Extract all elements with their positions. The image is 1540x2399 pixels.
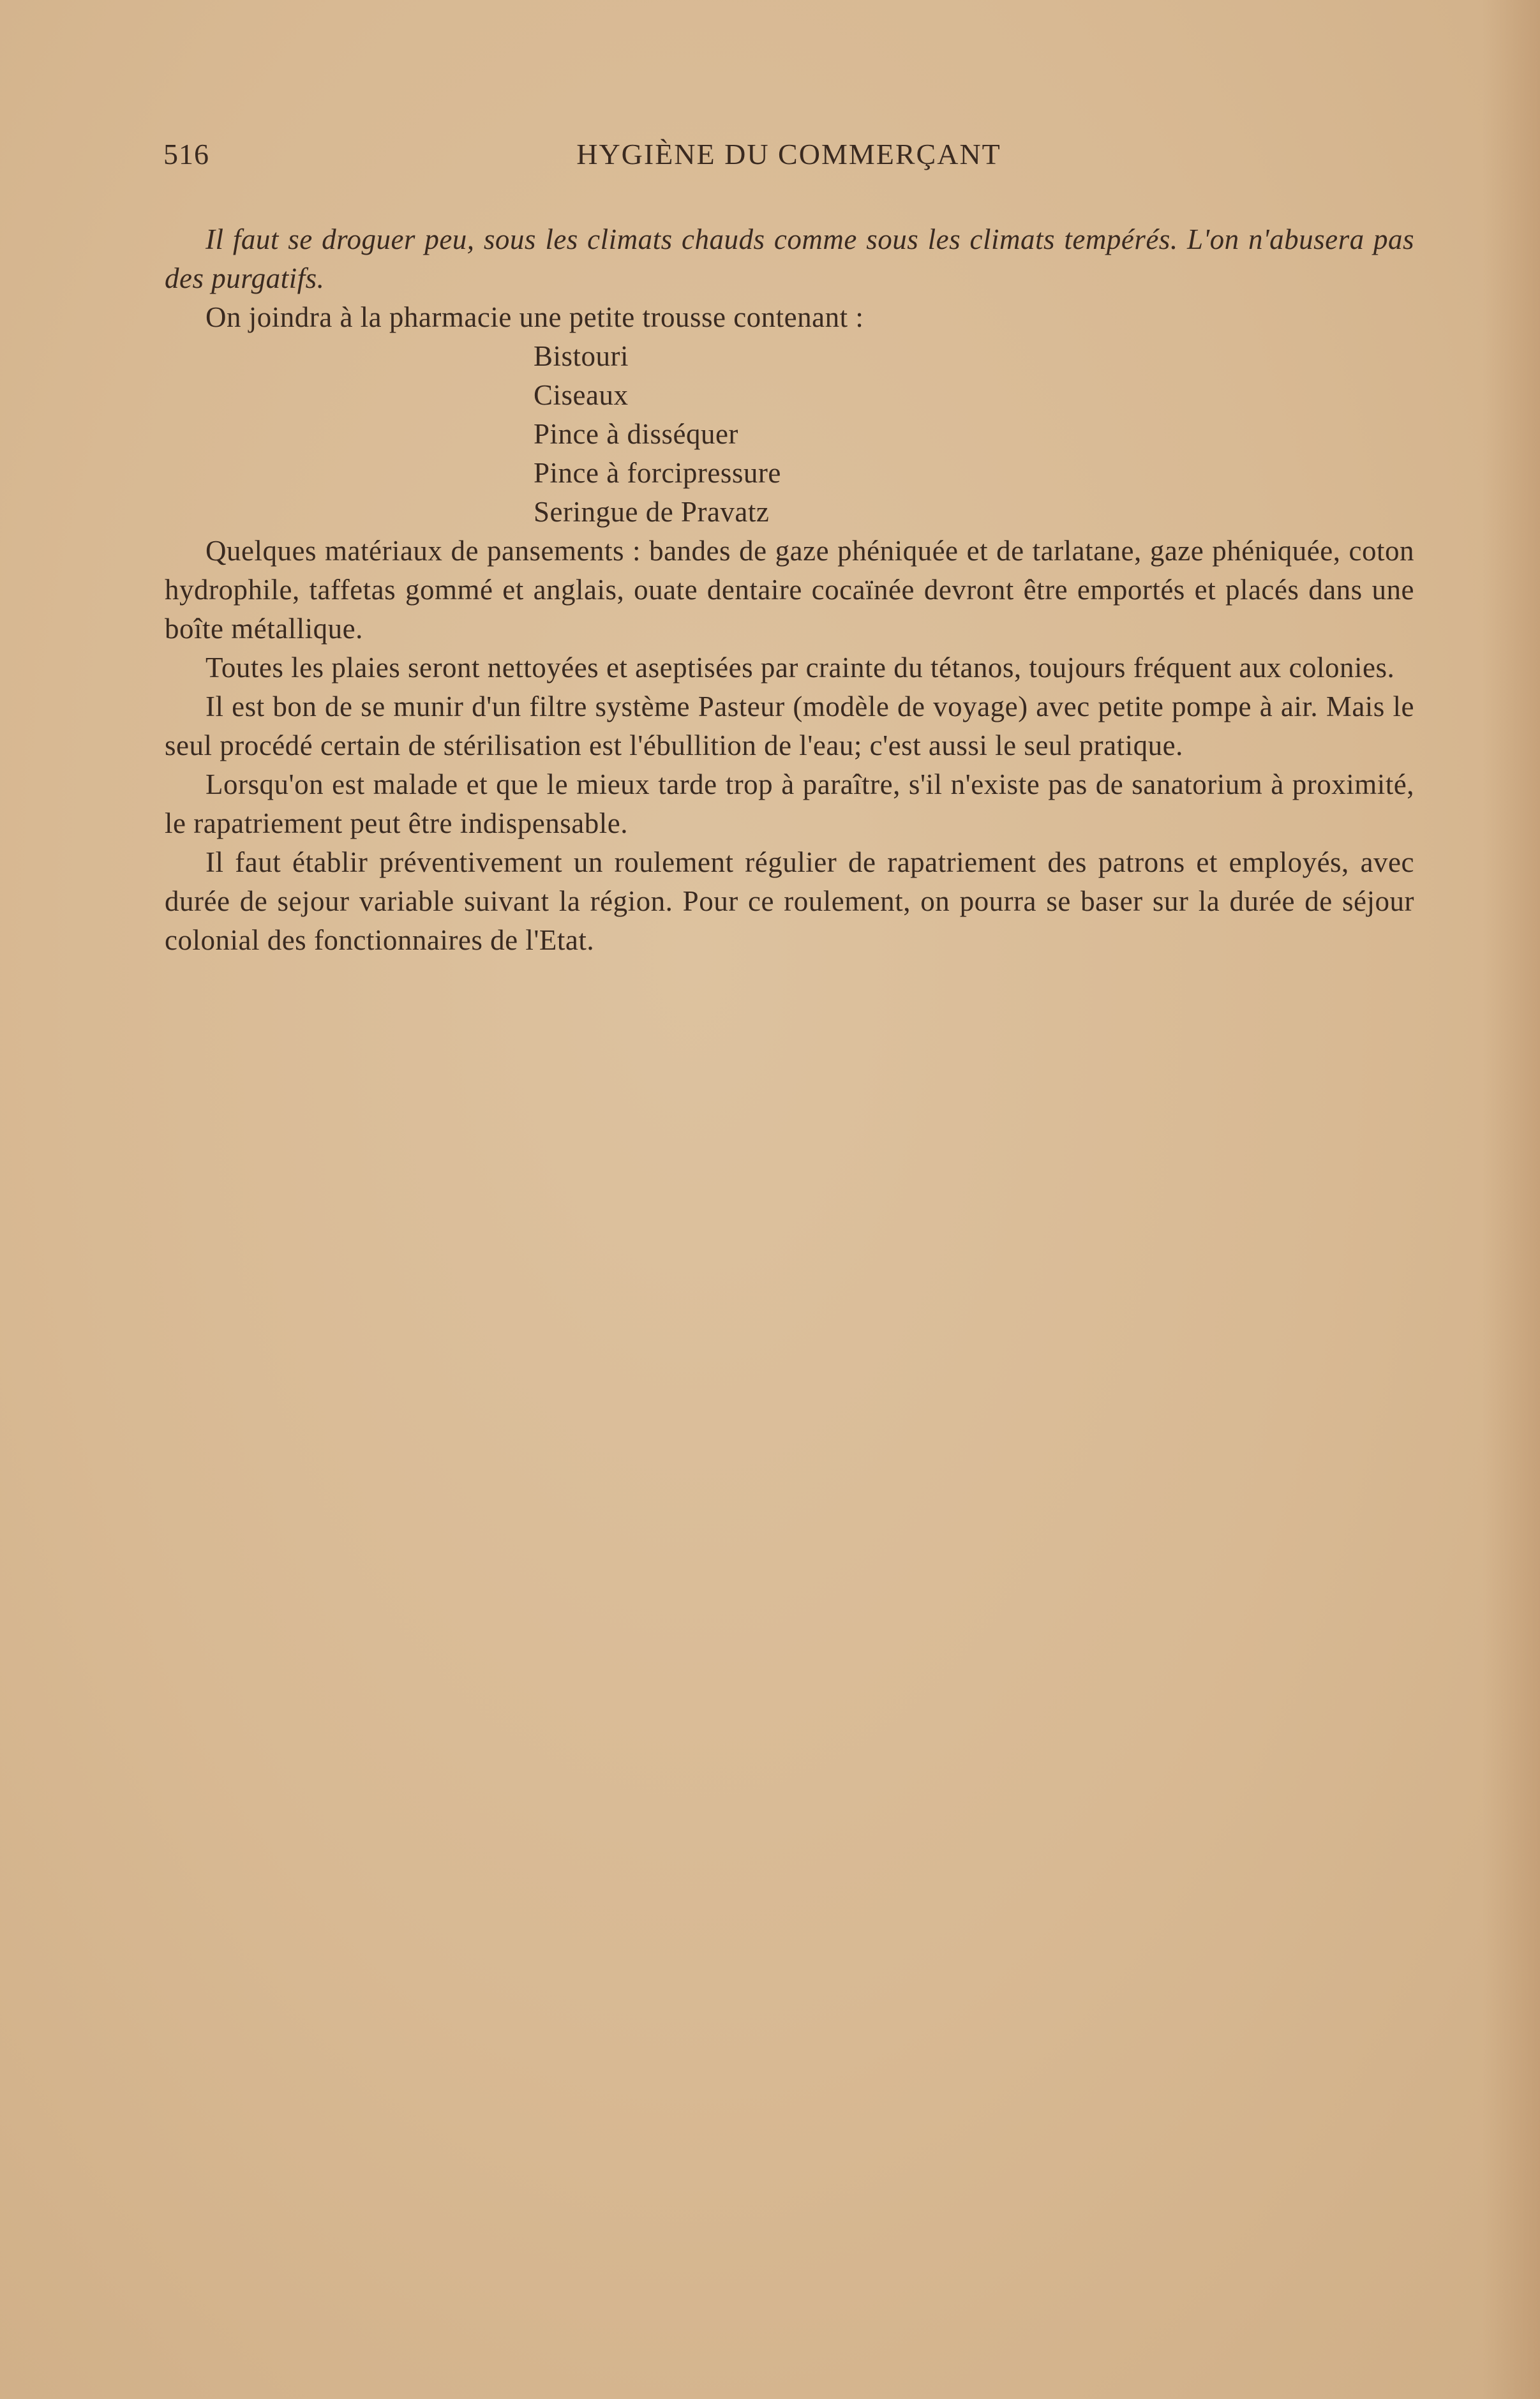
page-body xyxy=(165,220,1414,960)
dressings-paragraph: Quelques matériaux de pansements : bandes de gaze phéniquée et de tarlatane, gaze phéniquée, coton hydrophile, taffetas gommé et anglais, ouate dentaire cocaïnée devront être emportés et placés dans une boîte métallique. xyxy=(165,535,1414,645)
kit-item: Pince à disséquer xyxy=(534,418,738,450)
page-header xyxy=(163,135,1414,174)
filter-paragraph: Il est bon de se munir d'un filtre système Pasteur (modèle de voyage) avec petite pompe à air. Mais le seul procédé certain de stérilisation est l'ébullition de l'eau; c'est aussi le seul pratique. xyxy=(165,691,1414,761)
rotation-paragraph: Il faut établir préventivement un roulement régulier de rapatriement des patrons et employés, avec durée de sejour variable suivant la région. Pour ce roulement, on pourra se baser sur la durée de séjour colonial des fonctionnaires de l'Etat. xyxy=(165,846,1414,956)
kit-intro-paragraph: On joindra à la pharmacie une petite trousse contenant : xyxy=(206,301,864,333)
kit-item: Seringue de Pravatz xyxy=(534,496,770,528)
page-number: 516 xyxy=(163,138,209,170)
running-title: HYGIÈNE DU COMMERÇANT xyxy=(576,138,1001,170)
kit-item: Bistouri xyxy=(534,340,629,372)
repatriation-paragraph: Lorsqu'on est malade et que le mieux tarde trop à paraître, s'il n'existe pas de sanatorium à proximité, le rapatriement peut être indispensable. xyxy=(165,768,1414,839)
wounds-paragraph: Toutes les plaies seront nettoyées et aseptisées par crainte du tétanos, toujours fréquent aux colonies. xyxy=(206,652,1395,684)
kit-list xyxy=(165,337,1414,532)
kit-item: Ciseaux xyxy=(534,379,629,411)
kit-item: Pince à forcipressure xyxy=(534,457,781,489)
intro-paragraph: Il faut se droguer peu, sous les climats chauds comme sous les climats tempérés. L'on n'abusera pas des purgatifs. xyxy=(165,223,1414,294)
